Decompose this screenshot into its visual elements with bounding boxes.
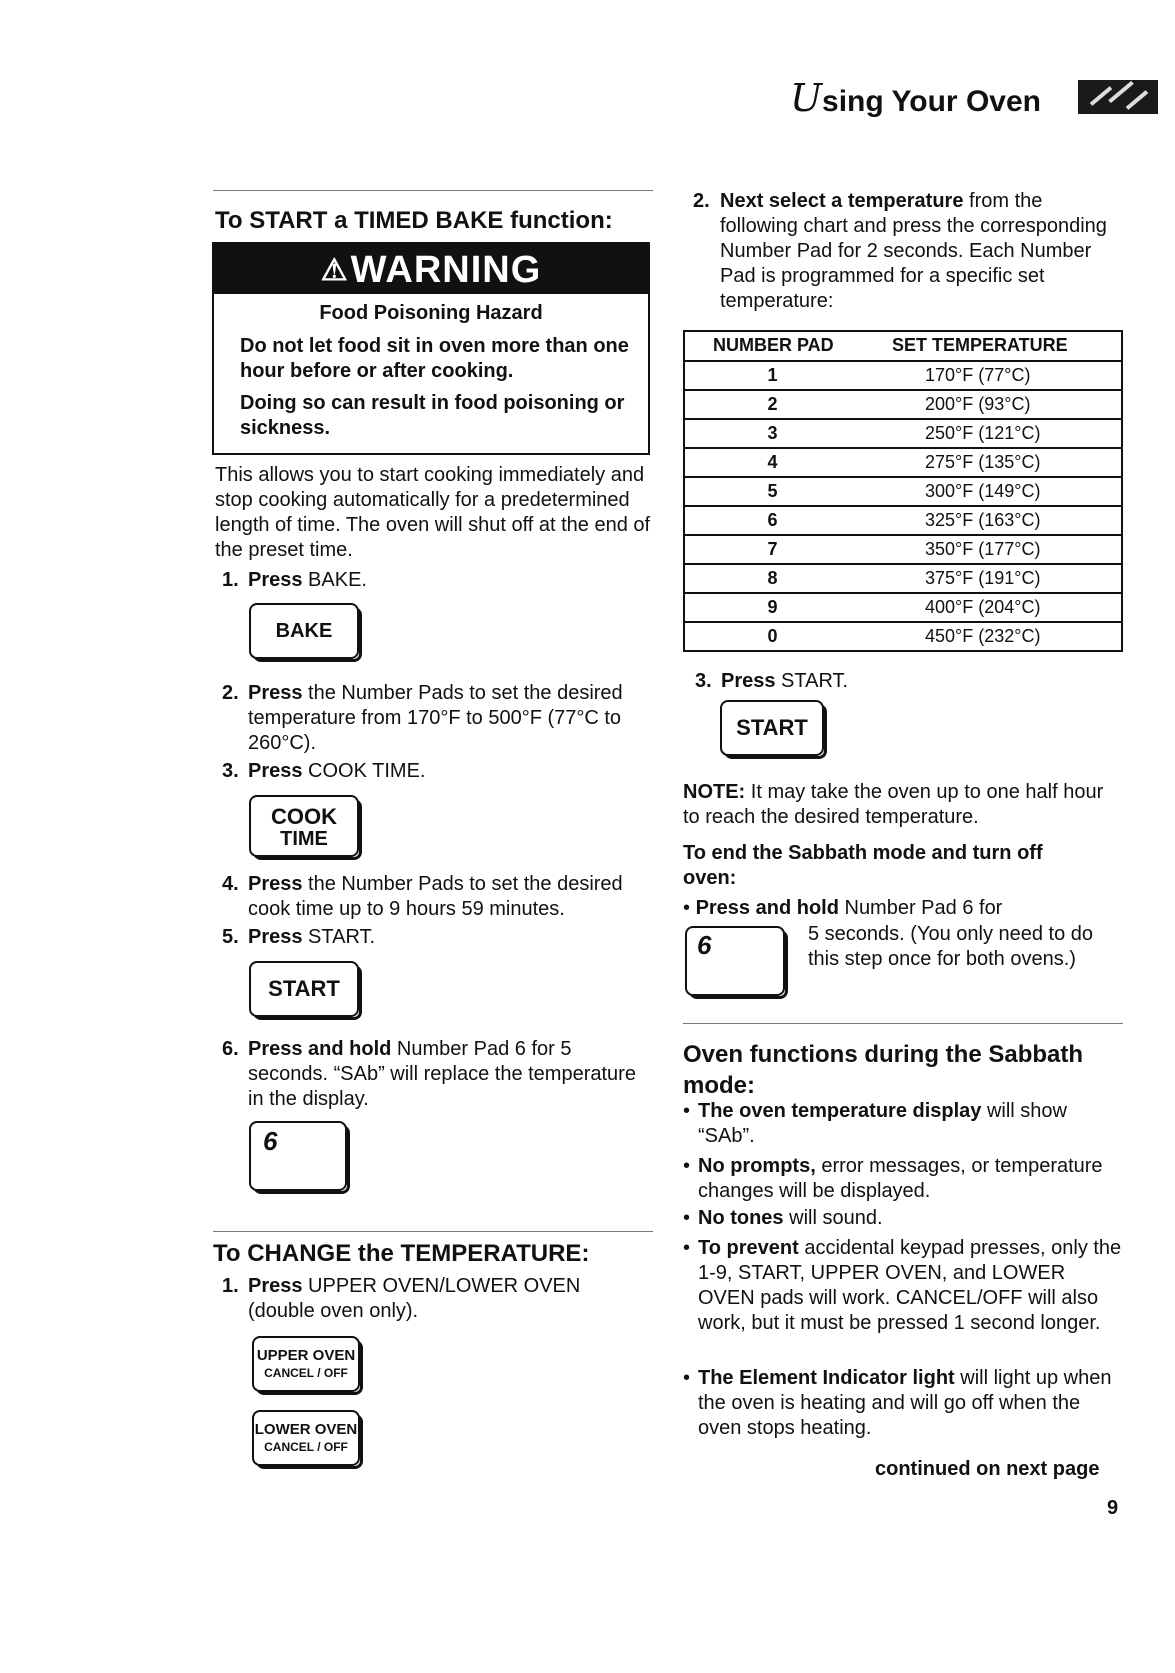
table-row	[685, 594, 1121, 623]
step-verb: Press	[248, 760, 303, 782]
step-text: START.	[775, 670, 849, 692]
step-number: 1.	[222, 569, 239, 591]
oven-graphic-icon	[1078, 80, 1158, 114]
timed-bake-heading: To START a TIMED BAKE function:	[215, 207, 613, 234]
bullet-bold: No prompts,	[698, 1155, 816, 1177]
bullet-text: will sound.	[783, 1207, 883, 1229]
divider	[213, 190, 653, 191]
warning-line-2: Doing so can result in food poisoning or sickness.	[240, 392, 625, 439]
warning-label: WARNING	[350, 249, 542, 291]
continued-note: continued on next page	[875, 1458, 1100, 1480]
note-paragraph	[683, 780, 1123, 830]
table-cell: 300°F (149°C)	[925, 481, 1041, 501]
page-header-title	[790, 76, 1041, 120]
key-label: START	[268, 976, 340, 1001]
table-cell: 0	[767, 626, 778, 646]
key-label: CANCEL / OFF	[264, 1440, 348, 1454]
divider	[683, 1023, 1123, 1024]
table-cell: 8	[767, 568, 778, 588]
table-row	[685, 478, 1121, 507]
title-rest: sing Your Oven	[822, 85, 1041, 118]
change-temperature-heading: To CHANGE the TEMPERATURE:	[213, 1240, 590, 1267]
step-verb: Press	[248, 569, 303, 591]
note-text: It may take the oven up to one half hour to reach the desired temperature.	[683, 781, 1104, 828]
bullet-bold: Press and hold	[695, 897, 839, 919]
table-row	[685, 536, 1121, 565]
table-cell: 4	[767, 452, 778, 472]
table-cell: 170°F (77°C)	[925, 365, 1031, 385]
title-initial: U	[790, 76, 823, 120]
step-4	[222, 872, 662, 922]
right-step-3	[695, 669, 1115, 694]
start-key[interactable]	[249, 961, 359, 1017]
lower-oven-key[interactable]	[252, 1410, 360, 1466]
table-row	[685, 623, 1121, 650]
table-cell: 250°F (121°C)	[925, 423, 1041, 443]
column-header: NUMBER PAD	[713, 335, 834, 355]
table-cell: 350°F (177°C)	[925, 539, 1041, 559]
table-cell: 1	[767, 365, 778, 385]
bullet-text: Number Pad 6 for	[838, 897, 1003, 919]
list-item: • To prevent accidental keypad presses, only the 1-9, START, UPPER OVEN, and LOWER OVEN pads will work. CANCEL/OFF will also work, but it must be pressed 1 second longer.	[683, 1237, 1122, 1334]
bullet-bold: No tones	[698, 1207, 784, 1229]
step-3	[222, 759, 652, 784]
bullet-bold: The oven temperature display	[698, 1100, 982, 1122]
start-key-right[interactable]	[720, 700, 824, 756]
step-text: BAKE.	[302, 569, 367, 591]
key-label: BAKE	[275, 620, 333, 642]
end-sabbath-heading: To end the Sabbath mode and turn off oven:	[683, 842, 1043, 889]
table-cell: 325°F (163°C)	[925, 510, 1041, 530]
bullet-text: will show “SAb”.	[698, 1100, 1067, 1147]
step-number: 3.	[222, 760, 239, 782]
intro-paragraph: This allows you to start cooking immediately and stop cooking automatically for a predetermined length of time. The oven will shut off at the end of the preset time.	[215, 464, 651, 561]
key-label: LOWER OVEN	[254, 1421, 358, 1438]
divider	[213, 1231, 653, 1232]
key-label: COOK	[271, 804, 337, 829]
step-verb: Press	[248, 873, 303, 895]
table-cell: 3	[767, 423, 778, 443]
bullet-text: accidental keypad presses, only the 1-9, START, UPPER OVEN, and LOWER OVEN pads will work. CANCEL/OFF will also work, but it must be pressed 1 second longer.	[698, 1237, 1122, 1334]
key-label: 6	[263, 1126, 278, 1156]
table-cell: 400°F (204°C)	[925, 597, 1041, 617]
temperature-table	[683, 330, 1123, 652]
table-cell: 450°F (232°C)	[925, 626, 1041, 646]
bullet-text: error messages, or temperature changes will be displayed.	[698, 1155, 1103, 1202]
step-2	[222, 681, 652, 756]
bullet-bold: The Element Indicator light	[698, 1367, 955, 1389]
list-item: • The Element Indicator light will light up when the oven is heating and will go off when the oven stops heating.	[683, 1367, 1112, 1439]
hazard-title: Food Poisoning Hazard	[319, 302, 543, 324]
table-row	[685, 565, 1121, 594]
end-sabbath-bullet: • Press and hold Number Pad 6 for	[683, 897, 1003, 919]
step-text: COOK TIME.	[302, 760, 426, 782]
upper-oven-key[interactable]	[252, 1336, 360, 1392]
table-row	[685, 362, 1121, 391]
step-verb: Press	[721, 670, 776, 692]
step-verb: Press and hold	[248, 1038, 392, 1060]
step-number: 5.	[222, 926, 239, 948]
end-sabbath-bullet-continued: 5 seconds. (You only need to do this step once for both ovens.)	[808, 923, 1094, 970]
key-label: 6	[697, 930, 712, 960]
table-cell: 6	[767, 510, 778, 530]
step-verb: Press	[248, 682, 303, 704]
table-cell: 7	[767, 539, 778, 559]
change-step-1	[222, 1274, 652, 1324]
step-verb: Next select a temperature	[720, 190, 964, 212]
bullet-bold: To prevent	[698, 1237, 799, 1259]
step-verb: Press	[248, 926, 303, 948]
table-header-row	[685, 332, 1121, 362]
step-number: 4.	[222, 873, 239, 895]
step-text: the Number Pads to set the desired temperature from 170°F to 500°F (77°C to 260°C).	[248, 682, 623, 754]
step-number: 1.	[222, 1275, 239, 1297]
key-label: UPPER OVEN	[256, 1347, 356, 1364]
warning-box	[212, 242, 650, 455]
step-5	[222, 925, 652, 950]
step-6	[222, 1037, 652, 1112]
table-row	[685, 449, 1121, 478]
key-label: CANCEL / OFF	[264, 1366, 348, 1380]
bullet-text: will light up when the oven is heating and will go off when the oven stops heating.	[698, 1367, 1112, 1439]
number-pad-6-key[interactable]	[249, 1121, 347, 1191]
list-item: • No prompts, error messages, or temperature changes will be displayed.	[683, 1155, 1103, 1202]
table-row	[685, 507, 1121, 536]
number-pad-6-key-right[interactable]	[685, 926, 785, 996]
table-cell: 9	[767, 597, 778, 617]
step-text: UPPER OVEN/LOWER OVEN (double oven only).	[248, 1275, 581, 1322]
step-number: 3.	[695, 670, 712, 692]
step-number: 6.	[222, 1038, 239, 1060]
sabbath-functions-heading: Oven functions during the Sabbath mode:	[683, 1041, 1084, 1099]
table-cell: 200°F (93°C)	[925, 394, 1031, 414]
step-1	[222, 568, 652, 593]
key-label: START	[736, 715, 808, 740]
warning-line-1: Do not let food sit in oven more than one hour before or after cooking.	[240, 335, 629, 382]
step-number: 2.	[222, 682, 239, 704]
warning-banner	[214, 244, 648, 294]
step-number: 2.	[693, 190, 710, 212]
table-row	[685, 420, 1121, 449]
cook-time-key[interactable]	[249, 795, 359, 857]
table-row	[685, 391, 1121, 420]
table-cell: 375°F (191°C)	[925, 568, 1041, 588]
warning-triangle-icon: ⚠	[320, 254, 349, 287]
table-cell: 275°F (135°C)	[925, 452, 1041, 472]
step-verb: Press	[248, 1275, 303, 1297]
step-text: Number Pad 6 for 5 seconds. “SAb” will replace the temperature in the display.	[248, 1038, 636, 1110]
table-cell: 2	[767, 394, 778, 414]
column-header: SET TEMPERATURE	[892, 335, 1068, 355]
list-item: • No tones will sound.	[683, 1207, 883, 1229]
right-step-2	[693, 189, 1113, 314]
table-cell: 5	[767, 481, 778, 501]
key-label: TIME	[280, 828, 328, 850]
list-item: • The oven temperature display will show “SAb”.	[683, 1100, 1067, 1147]
step-text: the Number Pads to set the desired cook time up to 9 hours 59 minutes.	[248, 873, 623, 920]
step-text: from the following chart and press the corresponding Number Pad for 2 seconds. Each Number Pad is programmed for a specific set temperature:	[720, 190, 1107, 312]
note-label: NOTE:	[683, 781, 746, 803]
bake-key[interactable]	[249, 603, 359, 659]
step-text: START.	[302, 926, 376, 948]
page-number: 9	[1107, 1497, 1119, 1519]
